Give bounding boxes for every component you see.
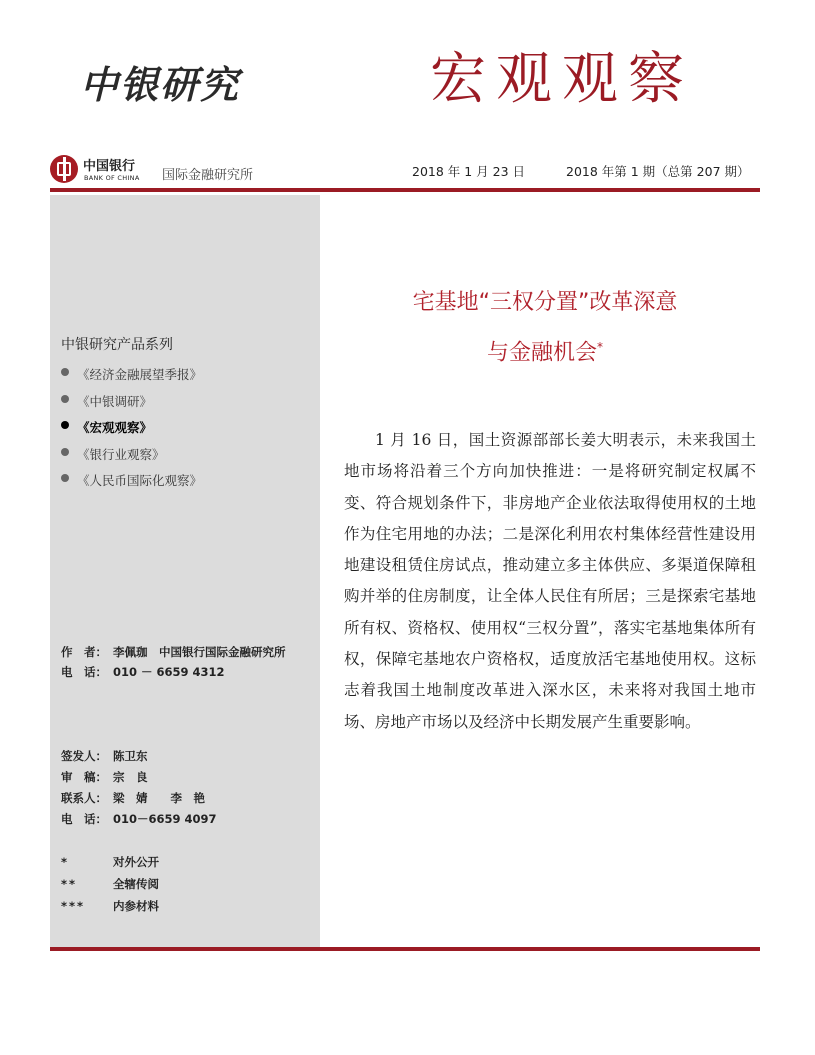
bank-logo-en: BANK OF CHINA [84, 174, 140, 182]
institute-name: 国际金融研究所 [162, 168, 254, 183]
sidebar [50, 195, 320, 947]
bank-of-china-logo [50, 155, 150, 187]
author-row: 作 者： 李佩珈 中国银行国际金融研究所 [61, 645, 286, 659]
product-item: 《人民币国际化观察》 [61, 471, 202, 498]
distribution-level-row: * 对外公开 [61, 855, 159, 869]
product-item: 《经济金融展望季报》 [61, 365, 202, 392]
bank-logo-cn: 中国银行 [83, 159, 136, 174]
article-title-line2: 与金融机会* [486, 340, 603, 366]
brand-script-logo: 中银研究 [80, 62, 241, 107]
issue-date: 2018 年 1 月 23 日 [412, 164, 526, 179]
article-title-line1: 宅基地“三权分置”改革深意 [412, 290, 678, 315]
reviewer-row: 审 稿： 宗 良 [61, 770, 148, 784]
bullet-icon [61, 395, 69, 403]
footer-divider [50, 947, 760, 951]
author-phone-row: 电 话： 010 － 6659 4312 [61, 665, 225, 679]
header-divider [50, 188, 760, 192]
contact-row: 联系人： 梁 婧 李 艳 [61, 791, 205, 805]
product-item-active: 《宏观观察》 [61, 418, 202, 445]
distribution-level-row: ** 全辖传阅 [61, 877, 159, 891]
bullet-icon [61, 421, 69, 429]
footnote-mark: * [597, 340, 603, 354]
bullet-icon [61, 448, 69, 456]
product-item: 《中银调研》 [61, 392, 202, 419]
distribution-level-row: *** 内参材料 [61, 899, 159, 913]
series-title: 宏观观察 [430, 47, 694, 112]
bullet-icon [61, 368, 69, 376]
issue-number: 2018 年第 1 期（总第 207 期） [566, 164, 750, 179]
signer-row: 签发人： 陈卫东 [61, 749, 148, 763]
bullet-icon [61, 474, 69, 482]
contact-phone-row: 电 话： 010－6659 4097 [61, 812, 217, 826]
product-series-title: 中银研究产品系列 [61, 337, 173, 353]
article-body: 1 月 16 日，国土资源部部长姜大明表示，未来我国土地市场将沿着三个方向加快推进：一是将研究制定权属不变、符合规划条件下，非房地产企业依法取得使用权的土地作为住宅用地的办法；二是深化利用农村集体经营性建设用地建设租赁住房试点，推动建立多主体供应、多渠道保障租购并举的住房制度，让全体人民住有所居；三是探索宅基地所有权、资格权、使用权“三权分置”，落实宅基地集体所有权，保障宅基地农户资格权，适度放活宅基地使用权。这标志着我国土地制度改革进入深水区，未来将对我国土地市场、房地产市场以及经济中长期发展产生重要影响。 [344, 431, 756, 731]
product-item: 《银行业观察》 [61, 445, 202, 472]
bank-of-china-emblem-icon [50, 155, 78, 183]
product-list [61, 365, 202, 498]
